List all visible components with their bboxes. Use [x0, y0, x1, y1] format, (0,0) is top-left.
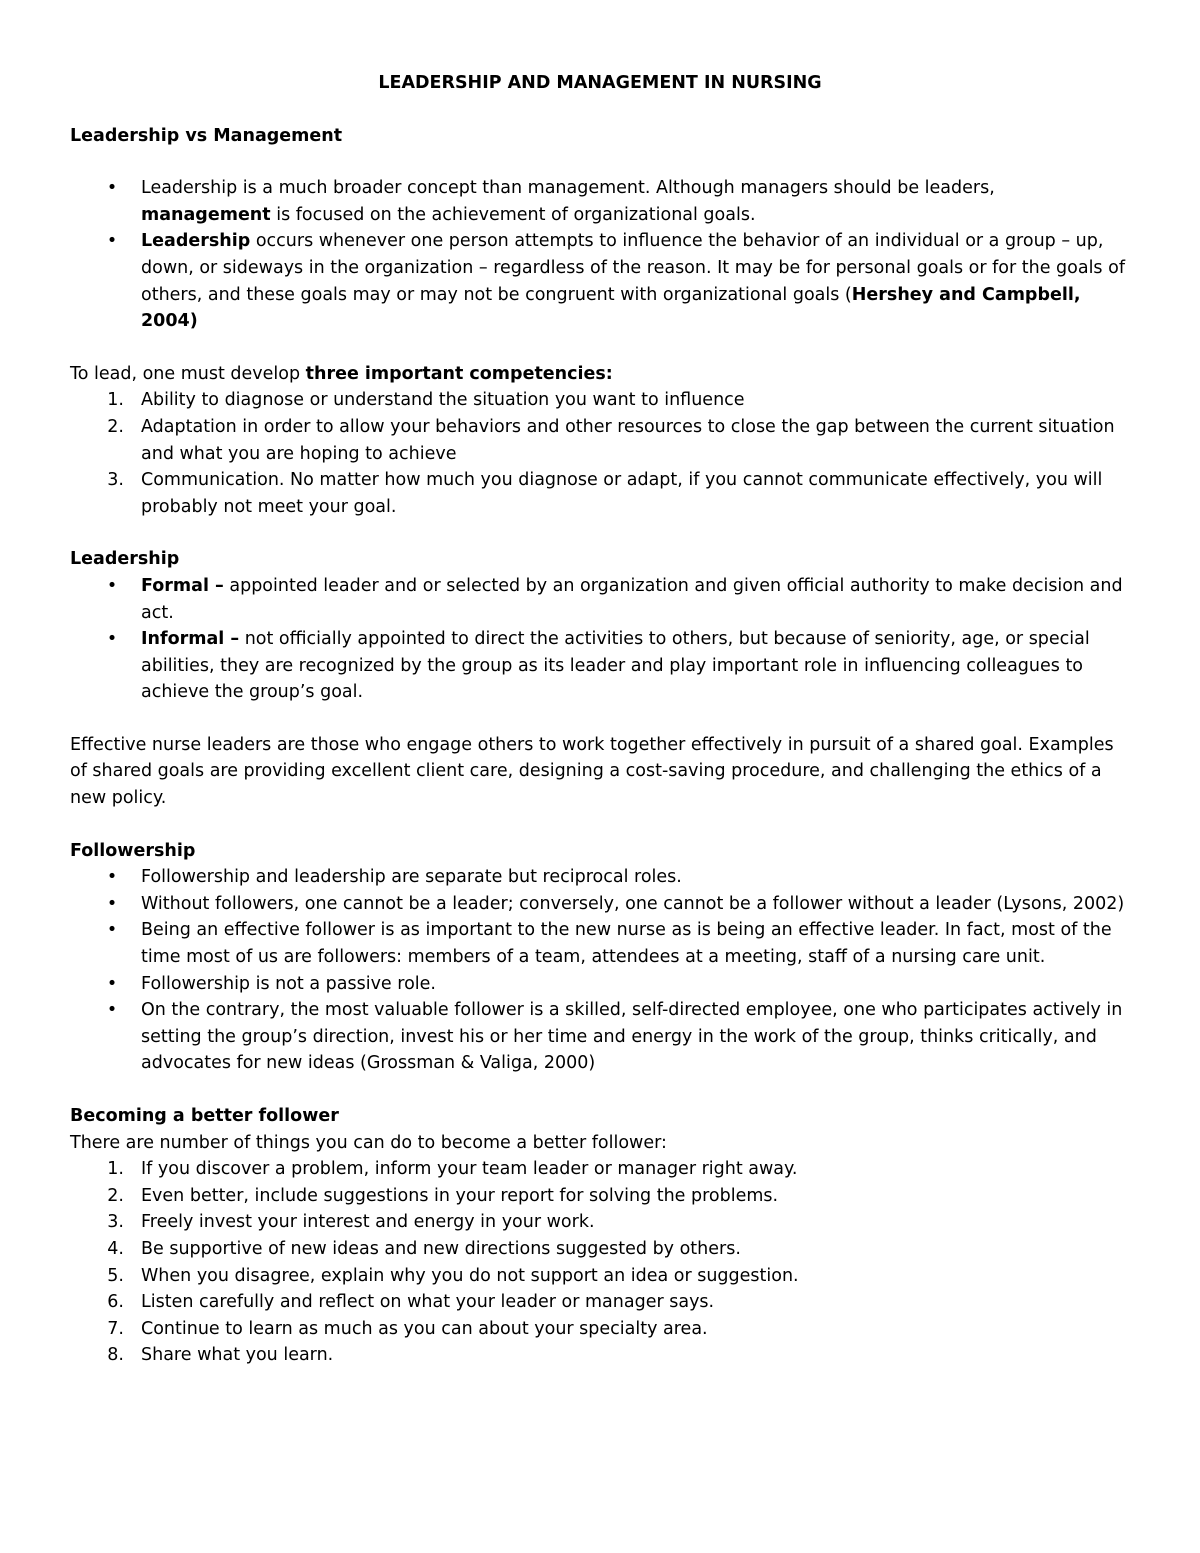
item-number: 2. — [107, 416, 124, 437]
item-text: Share what you learn. — [141, 1345, 334, 1366]
item-text: Being an effective follower is as important to the new nurse as is being an effective leader. In fact, most of the time most of us are followers: members of a team, attendees at a meeting, staff of a nursing care unit. — [141, 920, 1112, 968]
document-page — [70, 70, 1130, 1369]
heading-followership: Followership — [70, 840, 196, 861]
item-text: Even better, include suggestions in your report for solving the problems. — [141, 1185, 779, 1206]
list-item — [70, 1236, 1130, 1263]
list-item — [70, 414, 1130, 467]
item-text: is focused on the achievement of organizational goals. — [270, 204, 756, 225]
heading-better-follower: Becoming a better follower — [70, 1106, 339, 1126]
item-text: Freely invest your interest and energy in your work. — [141, 1212, 595, 1233]
intro-bold: three important competencies: — [305, 363, 613, 384]
better-follower-list — [70, 1156, 1130, 1369]
list-item — [70, 864, 1130, 891]
followership-list — [70, 864, 1130, 1077]
item-number: 3. — [107, 470, 124, 491]
item-number: 3. — [107, 1212, 124, 1233]
item-number: 7. — [107, 1318, 124, 1339]
list-item — [70, 997, 1130, 1077]
leadership-vs-management-list — [70, 175, 1130, 335]
page-title: LEADERSHIP AND MANAGEMENT IN NURSING — [378, 73, 822, 93]
item-text: not officially appointed to direct the activities to others, but because of seniority, age, or special abilities, they are recognized by the group as its leader and play important role in influencing colleagues to achieve the group’s goal. — [141, 629, 1090, 703]
list-item — [70, 917, 1130, 970]
item-text: Continue to learn as much as you can about your specialty area. — [141, 1318, 708, 1339]
item-text: If you discover a problem, inform your team leader or manager right away. — [141, 1159, 798, 1180]
item-text: Communication. No matter how much you diagnose or adapt, if you cannot communicate effectively, you will probably not meet your goal. — [141, 470, 1103, 517]
bullet-icon: • — [106, 1000, 118, 1021]
list-item — [70, 573, 1130, 626]
bullet-icon: • — [106, 893, 118, 914]
bullet-icon: • — [106, 575, 118, 596]
item-number: 5. — [107, 1265, 124, 1286]
item-text: Ability to diagnose or understand the situation you want to influence — [141, 390, 745, 411]
item-text: occurs whenever one person attempts to influence the behavior of an individual or a group – up, down, or sideways in the organization – regardless of the reason. It may be for personal goals or for the goals of others, and these goals may or may not be congruent with organizational goals ( — [141, 231, 1125, 305]
item-text: appointed leader and or selected by an organization and given official authority to make decision and act. — [141, 575, 1123, 623]
leadership-types-list — [70, 573, 1130, 706]
bullet-icon: • — [106, 920, 118, 941]
heading-leadership-vs-management: Leadership vs Management — [70, 125, 343, 146]
item-number: 6. — [107, 1292, 124, 1313]
item-bold-term: Leadership — [141, 231, 251, 252]
competencies-intro — [70, 361, 1130, 388]
list-item — [70, 1316, 1130, 1343]
bullet-icon: • — [106, 178, 118, 199]
effective-leaders-paragraph: Effective nurse leaders are those who engage others to work together effectively in pursuit of a shared goal. Examples of shared goals are providing excellent client care, designing a cost-saving procedure, and challenging the ethics of a new policy. — [70, 734, 1114, 809]
list-item — [70, 1183, 1130, 1210]
list-item — [70, 228, 1130, 334]
item-text: On the contrary, the most valuable follower is a skilled, self-directed employee, one who participates actively in setting the group’s direction, invest his or her time and energy in the work of the group, thinks critically, and advocates for new ideas (Grossman & Valiga, 2000) — [141, 1000, 1123, 1074]
item-text: Leadership is a much broader concept than management. Although managers should be leaders, — [141, 178, 995, 199]
item-bold-term: management — [141, 204, 271, 225]
item-text: Be supportive of new ideas and new directions suggested by others. — [141, 1238, 741, 1259]
list-item — [70, 387, 1130, 414]
bullet-icon: • — [106, 629, 118, 650]
list-item — [70, 626, 1130, 706]
list-item — [70, 1156, 1130, 1183]
list-item — [70, 1289, 1130, 1316]
list-item — [70, 467, 1130, 520]
competencies-list — [70, 387, 1130, 520]
item-text: Followership is not a passive role. — [141, 973, 436, 994]
list-item — [70, 891, 1130, 918]
item-number: 8. — [107, 1345, 124, 1366]
item-number: 1. — [107, 1159, 124, 1180]
item-text: When you disagree, explain why you do not support an idea or suggestion. — [141, 1265, 799, 1286]
list-item — [70, 1263, 1130, 1290]
bullet-icon: • — [106, 973, 118, 994]
item-text: Adaptation in order to allow your behaviors and other resources to close the gap between the current situation and what you are hoping to achieve — [141, 416, 1115, 464]
item-number: 2. — [107, 1185, 124, 1206]
item-text: Followership and leadership are separate but reciprocal roles. — [141, 867, 682, 888]
item-bold-term: Informal – — [141, 629, 240, 650]
heading-leadership: Leadership — [70, 549, 180, 570]
list-item — [70, 1209, 1130, 1236]
item-bold-term: Formal – — [141, 575, 224, 596]
bullet-icon: • — [106, 231, 118, 252]
list-item — [70, 971, 1130, 998]
item-number: 1. — [107, 390, 124, 411]
better-follower-intro: There are number of things you can do to become a better follower: — [70, 1132, 667, 1153]
bullet-icon: • — [106, 867, 118, 888]
item-text: Without followers, one cannot be a leader; conversely, one cannot be a follower without a leader (Lysons, 2002) — [141, 893, 1125, 914]
list-item — [70, 175, 1130, 228]
item-text: Listen carefully and reflect on what your leader or manager says. — [141, 1292, 715, 1313]
item-number: 4. — [107, 1238, 124, 1259]
intro-text: To lead, one must develop — [70, 363, 306, 384]
item-citation: Hershey and Campbell, 2004) — [141, 284, 1081, 332]
list-item — [70, 1342, 1130, 1369]
